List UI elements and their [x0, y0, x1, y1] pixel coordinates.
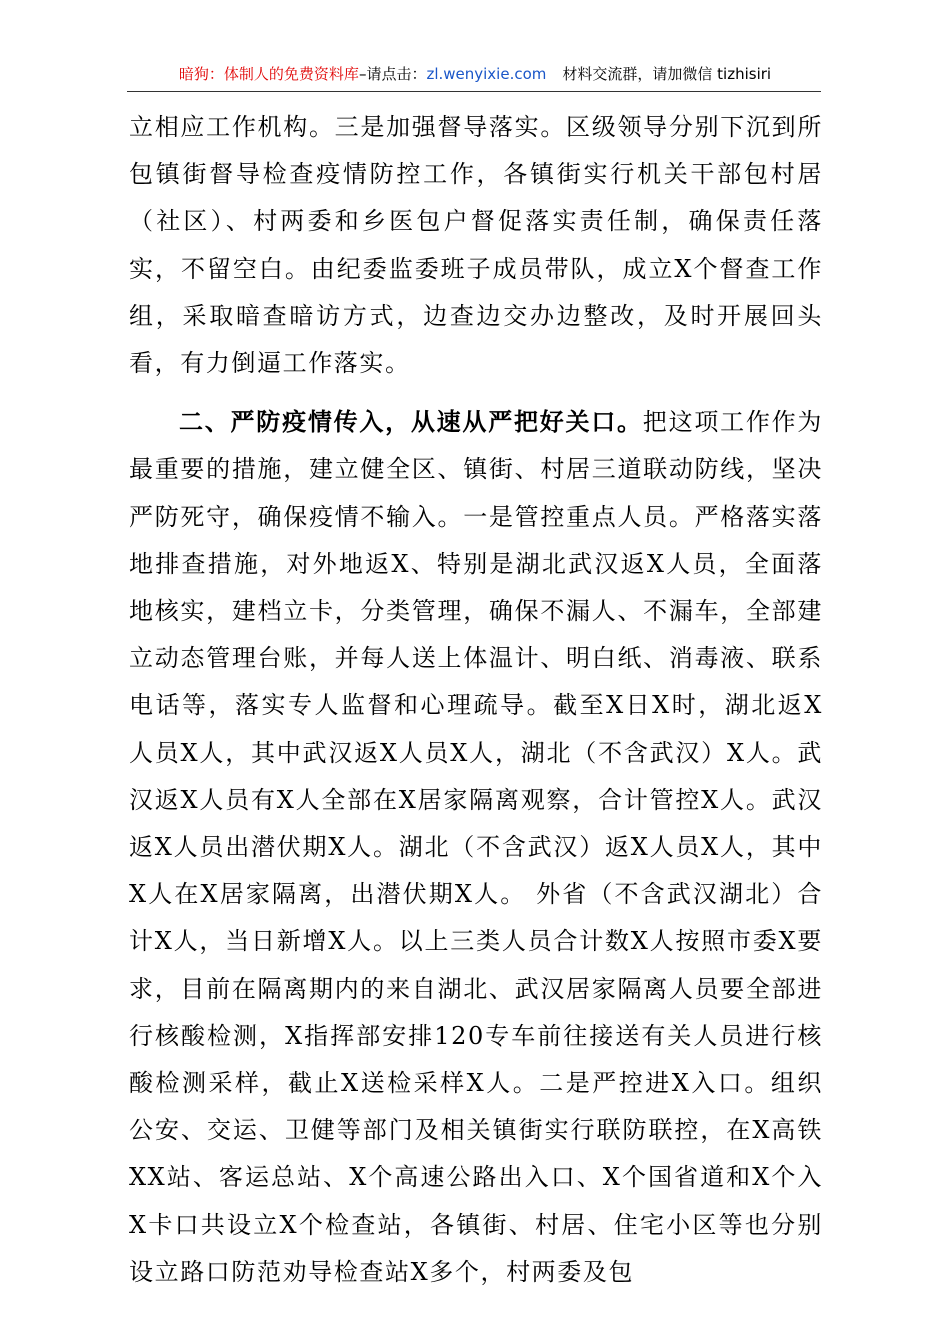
- header-site-name: 暗狗：体制人的免费资料库: [178, 65, 359, 83]
- header-divider: [127, 91, 821, 92]
- paragraph-2: [129, 398, 823, 1296]
- paragraph-2-body: 把这项工作作为最重要的措施，建立健全区、镇街、村居三道联动防线，坚决严防死守，确保疫情不输入。一是管控重点人员。严格落实落地排查措施，对外地返X、特别是湖北武汉返X人员，全面落地核实，建档立卡，分类管理，确保不漏人、不漏车，全部建立动态管理台账，并每人送上体温计、明白纸、消毒液、联系电话等，落实专人监督和心理疏导。截至X日X时，湖北返X人员X人，其中武汉返X人员X人，湖北（不含武汉）X人。武汉返X人员有X人全部在X居家隔离观察，合计管控X人。武汉返X人员出潜伏期X人。湖北（不含武汉）返X人员X人，其中X人在X居家隔离，出潜伏期X人。 外省（不含武汉湖北）合计X人，当日新增X人。以上三类人员合计数X人按照市委X要求，目前在隔离期内的来自湖北、武汉居家隔离人员要全部进行核酸检测，X指挥部安排120专车前往接送有关人员进行核酸检测采样，截止X送检采样X人。二是严控进X入口。组织公安、交运、卫健等部门及相关镇街实行联防联控，在X高铁XX站、客运总站、X个高速公路出入口、X个国省道和X个入X卡口共设立X个检查站，各镇街、村居、住宅小区等也分别设立路口防范劝导检查站X多个，村两委及包: [129, 408, 823, 1286]
- document-body: [129, 104, 823, 1296]
- page-header: [0, 64, 950, 84]
- paragraph-1: 立相应工作机构。三是加强督导落实。区级领导分别下沉到所包镇街督导检查疫情防控工作，各镇街实行机关干部包村居（社区）、村两委和乡医包户督促落实责任制，确保责任落实，不留空白。由纪委监委班子成员带队，成立X个督查工作组，采取暗查暗访方式，边查边交办边整改，及时开展回头看，有力倒逼工作落实。: [129, 113, 823, 378]
- header-link[interactable]: zl.wenyixie.com: [426, 65, 547, 83]
- header-click-prompt: –请点击：: [358, 65, 427, 83]
- header-wechat-note: 材料交流群，请加微信 tizhisiri: [562, 65, 772, 83]
- section-heading: 二、严防疫情传入，从速从严把好关口。: [179, 407, 643, 437]
